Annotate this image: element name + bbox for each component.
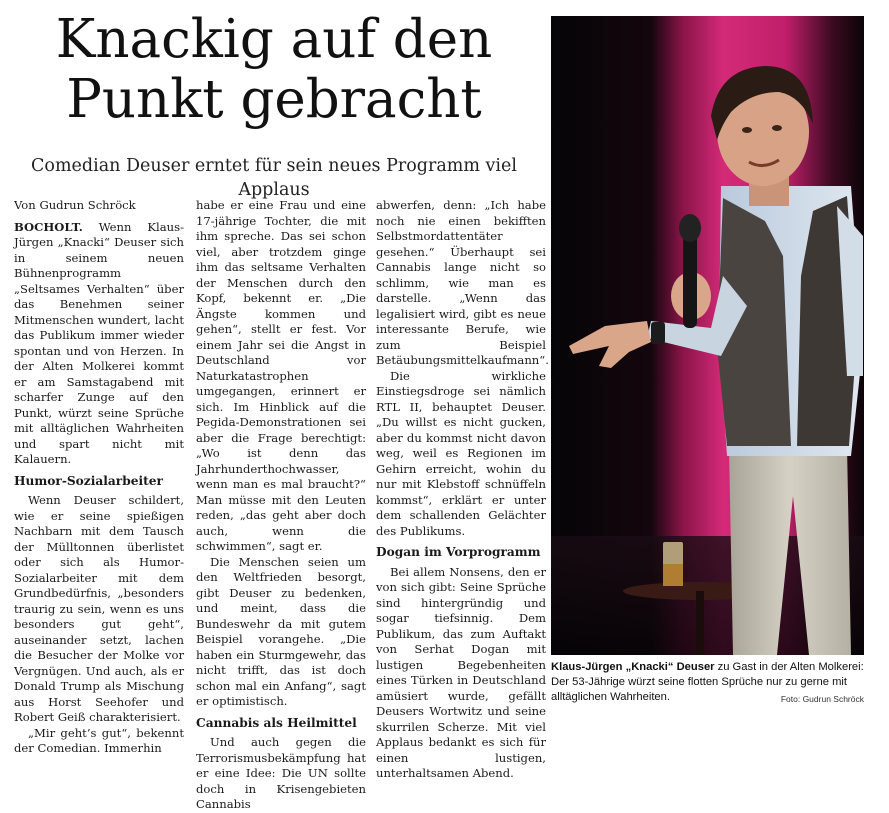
photo-caption: [551, 660, 864, 705]
comedian-photo: [551, 16, 864, 655]
paragraph: Die wirkliche Einstiegsdroge sei nämlich RTL II, behauptet Deuser. „Du willst es nicht gucken, aber du kommst nicht davon weg, weil es Regionen im Gehirn erreicht, wohin du nur mit Klebstoff schnüffeln kommst“, erklärt er unter dem schallenden Gelächter des Publikums.: [376, 368, 546, 538]
paragraph: Die Menschen seien um den Weltfrieden besorgt, gibt Deuser zu bedenken, und meint, dass die Bundeswehr da mit gutem Beispiel vorangehe. „Die haben ein Sturmgewehr, das nicht trifft, das ist doch schon mal ein Anfang“, sagt er optimistisch.: [196, 554, 366, 708]
paragraph: Und auch gegen die Terrorismusbekämpfung hat er eine Idee: Die UN sollte doch in Krisengebieten Cannabis: [196, 735, 366, 811]
section-heading-cannabis: Cannabis als Heilmittel: [196, 715, 357, 730]
caption-text: zu Gast in der Alten Molkerei: Der 53-Jährige würzt seine flotten Sprüche nur zu gerne mit alltäglichen Wahrheiten.: [551, 661, 864, 703]
article-column-1: [14, 198, 184, 757]
lead-text: Wenn Klaus-Jürgen „Knacki“ Deuser sich in seinem neuen Bühnenprogramm „Seltsames Verhalten“ über das Benehmen seiner Mitmenschen wundert, lacht das Publikum immer wieder spontan und von Herzen. In der Alten Molkerei kommt er am Samstagabend mit scharfer Zunge auf den Punkt, würzt seine Sprüche mit alltäglichen Wahrheiten und spart nicht mit Kalauern.: [14, 219, 184, 466]
paragraph: abwerfen, denn: „Ich habe noch nie einen bekifften Selbstmordattentäter gesehen.“ Überhaupt sei Cannabis lange nicht so schlimm, wie man es darstelle. „Wenn das legalisiert wird, gibt es neue interessante Berufe, wie zum Beispiel Betäubungsmittelkaufmann“.: [376, 198, 549, 367]
subheadline: Comedian Deuser erntet für sein neues Programm viel Applaus: [31, 156, 517, 200]
section-heading-dogan: Dogan im Vorprogramm: [376, 545, 541, 559]
byline: Von Gudrun Schröck: [14, 198, 136, 212]
article-column-3: [376, 198, 549, 782]
article-column-2: [196, 198, 366, 813]
stage-illustration: [551, 16, 864, 655]
headline: [14, 10, 534, 130]
section-heading-humor: Humor-Sozialarbeiter: [14, 473, 163, 488]
headline-line-2: Punkt gebracht: [66, 69, 482, 130]
paragraph: „Mir geht’s gut“, bekennt der Comedian. Immerhin: [14, 725, 184, 755]
caption-name: Klaus-Jürgen „Knacki“ Deuser: [551, 661, 715, 673]
paragraph: habe er eine Frau und eine 17-jährige Tochter, die mit ihm spreche. Das sei schon viel, aber trotzdem ginge ihm das seltsame Verhalten der Menschen durch den Kopf, bekennt er. „Die Ängste kommen und gehen“, stellt er fest. Vor einem Jahr sei die Angst in Deutschland vor Naturkatastrophen umgegangen, erinnert er sich. Im Hinblick auf die Pegida-Demonstrationen sei aber die Frage berechtigt: „Wo ist denn das Jahrhunderthochwasser, wenn man es mal braucht?“ Man müsse mit den Leuten reden, „das geht aber doch auch, wenn die schwimmen“, sagt er.: [196, 198, 366, 553]
photo-credit: Foto: Gudrun Schröck: [780, 694, 864, 704]
lead-paragraph: [14, 220, 184, 468]
headline-line-1: Knackig auf den: [55, 9, 493, 70]
paragraph: Wenn Deuser schildert, wie er seine spießigen Nachbarn mit dem Tausch der Mülltonnen überlistet oder sich als Humor-Sozialarbeiter mit dem Grundbedürfnis, „besonders traurig zu sein, wenn es uns besonders gut geht“, auseinander setzt, lachen die Besucher der Molke vor Vergnügen. Und auch, als er Donald Trump als Mischung aus Horst Seehofer und Robert Geiß charakterisiert.: [14, 493, 184, 724]
dateline: BOCHOLT.: [14, 219, 83, 234]
paragraph: Bei allem Nonsens, den er von sich gibt: Seine Sprüche sind hintergründig und sogar tiefsinnig. Dem Publikum, das zum Auftakt von Serhat Dogan mit lustigen Begebenheiten eines Türken in Deutschland amüsiert wurde, gefällt Deusers Wortwitz und seine skurrilen Scherze. Mit viel Applaus bedankt es sich für einen lustigen, unterhaltsamen Abend.: [376, 564, 546, 780]
